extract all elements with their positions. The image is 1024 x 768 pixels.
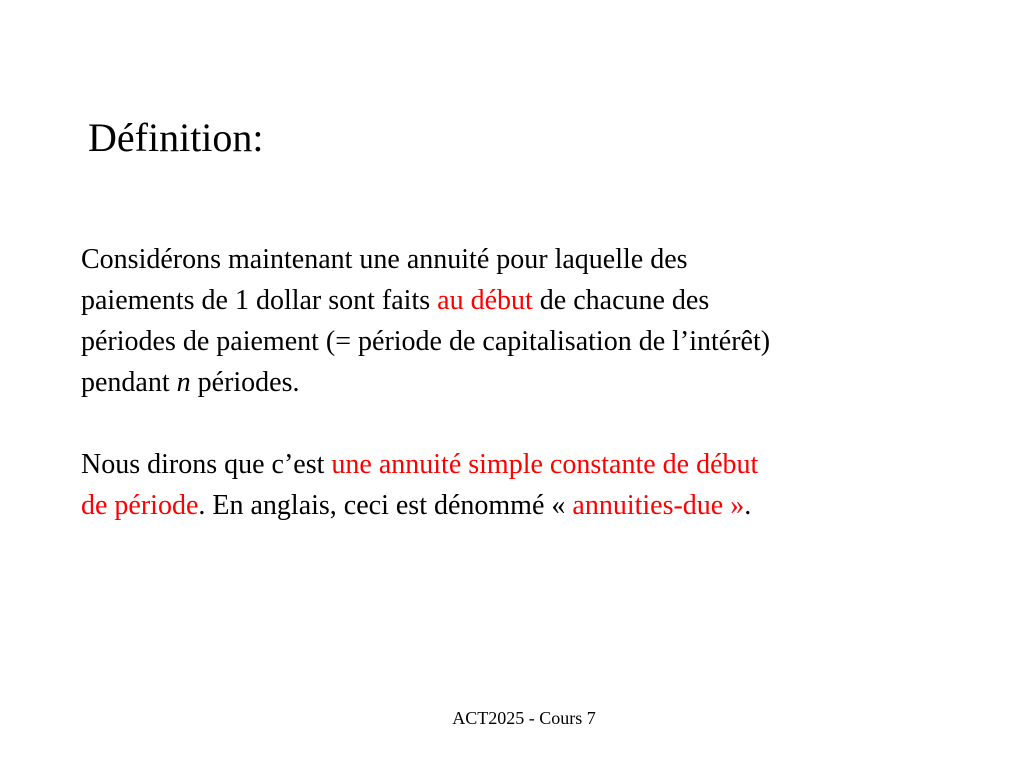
text-run: . bbox=[744, 490, 752, 521]
text-run: périodes. bbox=[190, 367, 300, 398]
highlighted-term: annuities-due » bbox=[572, 490, 745, 521]
text-line bbox=[81, 362, 770, 403]
text-line bbox=[81, 239, 770, 280]
text-line bbox=[81, 321, 770, 362]
slide-footer: ACT2025 - Cours 7 bbox=[452, 708, 596, 728]
text-run: paiements de 1 dollar sont faits bbox=[81, 285, 438, 316]
text-line bbox=[81, 444, 758, 485]
text-line bbox=[81, 485, 758, 526]
highlighted-term: une annuité simple constante de début bbox=[331, 449, 759, 480]
text-run: de chacune des bbox=[532, 285, 710, 316]
highlighted-term: au début bbox=[437, 285, 533, 316]
text-run: Nous dirons que c’est bbox=[81, 449, 332, 480]
naming-paragraph bbox=[81, 444, 758, 526]
text-run: . En anglais, ceci est dénommé « bbox=[198, 490, 573, 521]
definition-paragraph bbox=[81, 239, 770, 403]
slide-title: Définition: bbox=[88, 115, 264, 160]
text-line bbox=[81, 280, 770, 321]
text-run: Considérons maintenant une annuité pour laquelle des bbox=[81, 244, 688, 275]
math-variable: n bbox=[176, 367, 191, 398]
highlighted-term: de période bbox=[81, 490, 199, 521]
text-run: périodes de paiement (= période de capitalisation de l’intérêt) bbox=[81, 326, 771, 357]
text-run: pendant bbox=[81, 367, 177, 398]
